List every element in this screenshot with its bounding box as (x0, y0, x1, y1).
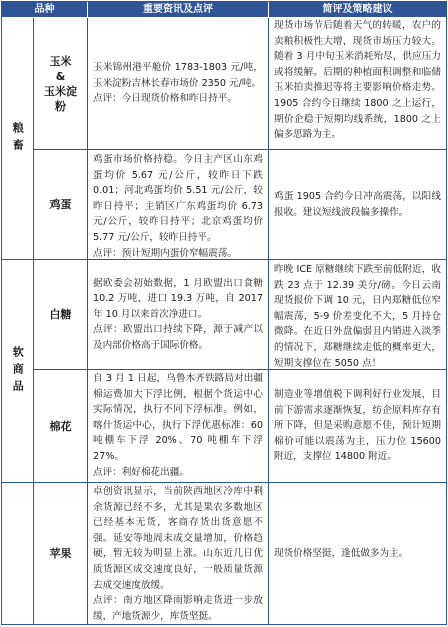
strategy-egg-text: 鸡蛋 1905 合约今日冲高震荡，以阳线报收。建议短线波段偏多操作。 (274, 190, 441, 218)
variety-sugar: 白糖 (34, 260, 88, 370)
news-corn (88, 18, 269, 150)
header-news: 重要资讯及点评 (88, 2, 269, 18)
strategy-cotton-text: 制造业等增值税下调利好行业发展，目前下游需求逐渐恢复，纺企原料库存有所下降，但是采购意愿不佳，预计短期棉价可能以震荡为主，压力位 15600 附近，支撑位 14800 附近。 (274, 389, 441, 463)
header-category: 品种 (2, 2, 88, 18)
news-egg: 鸡蛋市场价格持稳。今日主产区山东鸡蛋均价 5.67 元/公斤，较昨日下跌 0.01；河北鸡蛋均价 5.51 元/公斤，较昨日持平；主销区广东鸡蛋均价 6.73 元/公斤，较昨日持平；北京鸡蛋均价 5.77 元/公斤，较昨日持平。 点评：预计短期内蛋价窄幅震荡。 (88, 150, 269, 260)
commodity-table (1, 1, 447, 625)
news-corn-text: 玉米锦州港平舱价 1783-1803 元/吨，玉米淀粉吉林长春市场价 2350 元/吨。 点评：今日现货价格和昨日持平。 (93, 62, 263, 105)
strategy-apple (269, 483, 446, 624)
variety-cotton: 棉花 (34, 370, 88, 483)
strategy-egg (269, 150, 446, 260)
strategy-apple-text: 现货价格坚挺，逢低做多为主。 (274, 547, 409, 559)
strategy-cotton (269, 370, 446, 483)
group-grain-label: 粮畜 (11, 121, 25, 156)
group-blank (2, 483, 34, 624)
variety-egg: 鸡蛋 (34, 150, 88, 260)
news-apple: 卓创资讯显示，当前陕西地区冷库中剩余货源已经不多，尤其是果农多数地区已经基本无货，客商存货出货意愿不强。延安等地周末成交量增加，价格趋硬，暂无较为明显上涨。山东近几日优质货源区成交速度良好，一般质量货源去成交速度放缓。 点评：南方地区降雨影响走货进一步放缓，产地货源少，库货坚挺。 (88, 483, 269, 624)
group-grain (2, 18, 34, 260)
group-soft-label: 软商品 (11, 345, 25, 397)
news-sugar (88, 260, 269, 370)
variety-apple: 苹果 (34, 483, 88, 624)
news-cotton: 自 3 月 1 日起，乌鲁木齐铁路局对出疆棉运费加大下浮比例，根据个货运中心实际情况，执行不同下浮标准。例如，喀什货运中心，执行下浮优惠标准：60 吨棚车下浮 20%、70 吨棚车下浮 27%。 点评：利好棉花出疆。 (88, 370, 269, 483)
group-soft (2, 260, 34, 483)
strategy-corn: 现货市场节后随着天气的转暖，农户的卖粮积极性大增，现货市场压力较大。随着 3 月中旬玉米消耗殆尽，供应压力或将缓解。后期的种植面积调整和临储玉米拍卖推迟等将主要影响价格走势。1905 合约今日继续 1800 之上运行，期价企稳于短期均线系统，1800 之上偏多思路为主。 (269, 18, 446, 150)
variety-corn: 玉米 & 玉米淀粉 (34, 18, 88, 150)
strategy-sugar: 昨晚 ICE 原糖继续下跌至前低附近，收跌 23 点于 12.39 美分/磅。今日云南现货报价下调 10 元，日内郑糖低位窄幅震荡，5-9 价差变化不大，5 月持仓微降。在近日外盘偏弱且内销进入淡季的情况下，郑糖继续走低的概率更大，短期支撑位在 5050 点！ (269, 260, 446, 370)
header-strategy: 简评及策略建议 (269, 2, 446, 18)
news-sugar-text: 据欧委会初始数据，1 月欧盟出口食糖 10.2 万吨，进口 19.3 万吨，自 2017 年 10 月以来首次净进口。 点评：欧盟出口持续下降，源于减产以及内部价格高于国际价格。 (93, 277, 263, 351)
